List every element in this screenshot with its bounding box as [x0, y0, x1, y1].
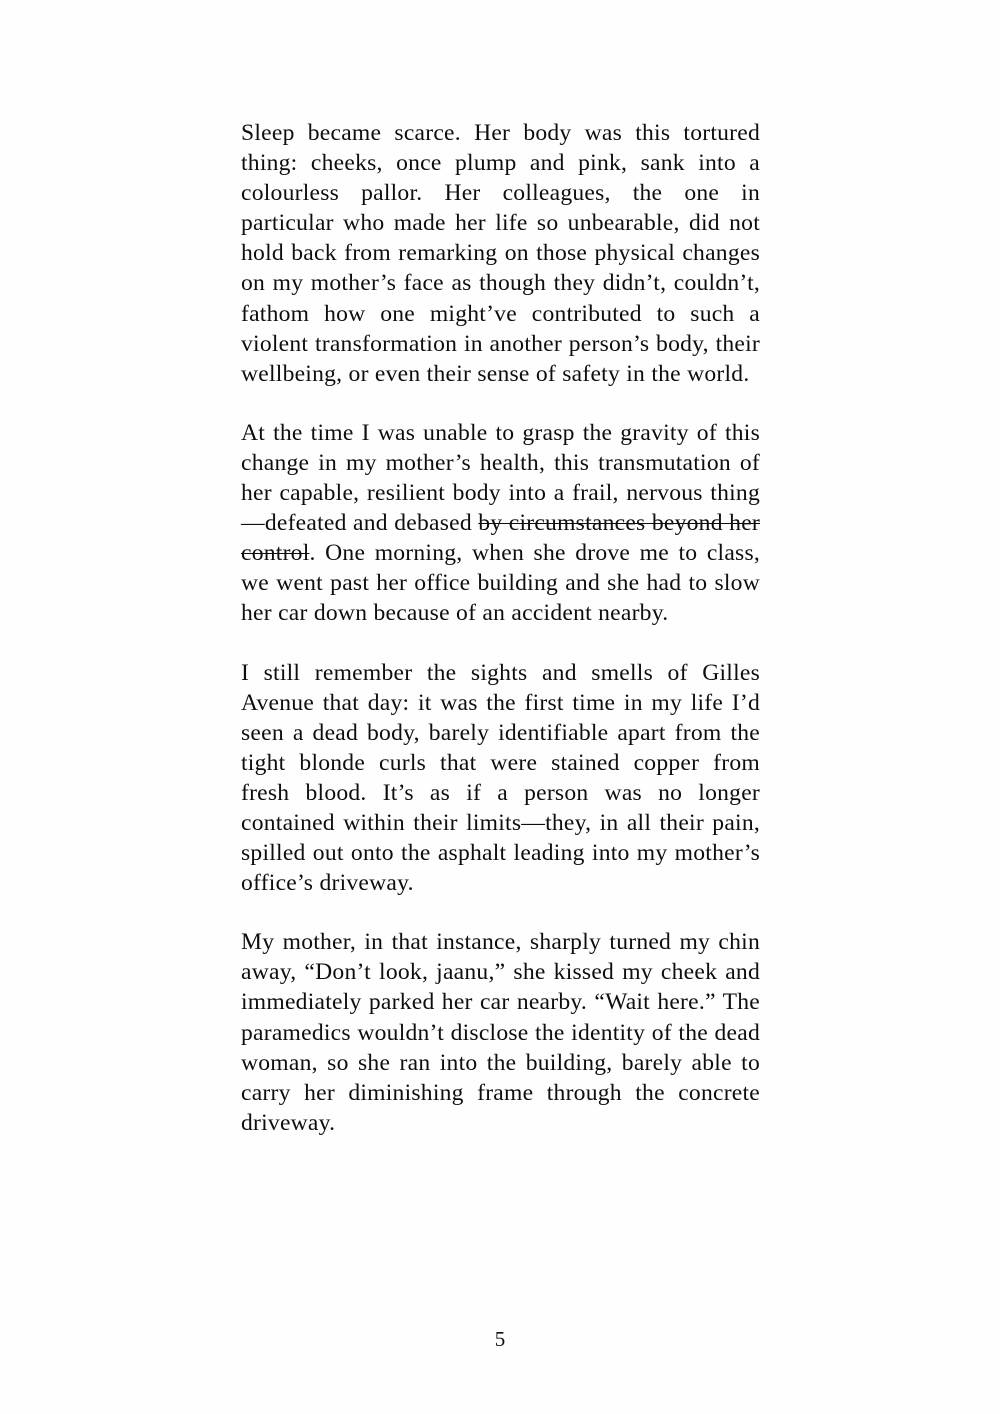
body-paragraph-4: My mother, in that instance, sharply turned my chin away, “Don’t look, jaanu,” she kissed my cheek and immediately parked her car nearby. “Wait here.” The paramedics wouldn’t disclose the identity of the dead woman, so she ran into the building, barely able to carry her diminishing frame through the concrete driveway. [241, 929, 760, 1136]
body-text-block [241, 118, 760, 1138]
paragraph-2-segment-lead: At the time I was unable to grasp the gravity of this change in my mother’s health, this transmutation of her capable, resilient body into a frail, nervous thing—defeated and debased [241, 419, 760, 537]
page-number: 5 [494, 1327, 506, 1351]
body-paragraph-3: I still remember the sights and smells of Gilles Avenue that day: it was the first time in my life I’d seen a dead body, barely identifiable apart from the tight blonde curls that were stained copper from fresh blood. It’s as if a person was no longer contained within their limits—they, in all their pain, spilled out onto the asphalt leading into my mother’s office’s driveway. [241, 659, 760, 897]
body-paragraph-2 [241, 418, 760, 629]
body-paragraph-1: Sleep became scarce. Her body was this tortured thing: cheeks, once plump and pink, sank into a colourless pallor. Her colleagues, the one in particular who made her life so unbearable, did not hold back from remarking on those physical changes on my mother’s face as though they didn’t, couldn’t, fathom how one might’ve contributed to such a violent transformation in another person’s body, their wellbeing, or even their sense of safety in the world. [241, 120, 760, 387]
paragraph-2-segment-tail: . One morning, when she drove me to class, we went past her office building and she had to slow her car down because of an accident nearby. [241, 540, 760, 627]
struck-through-text: by circumstances beyond her control [241, 510, 760, 567]
